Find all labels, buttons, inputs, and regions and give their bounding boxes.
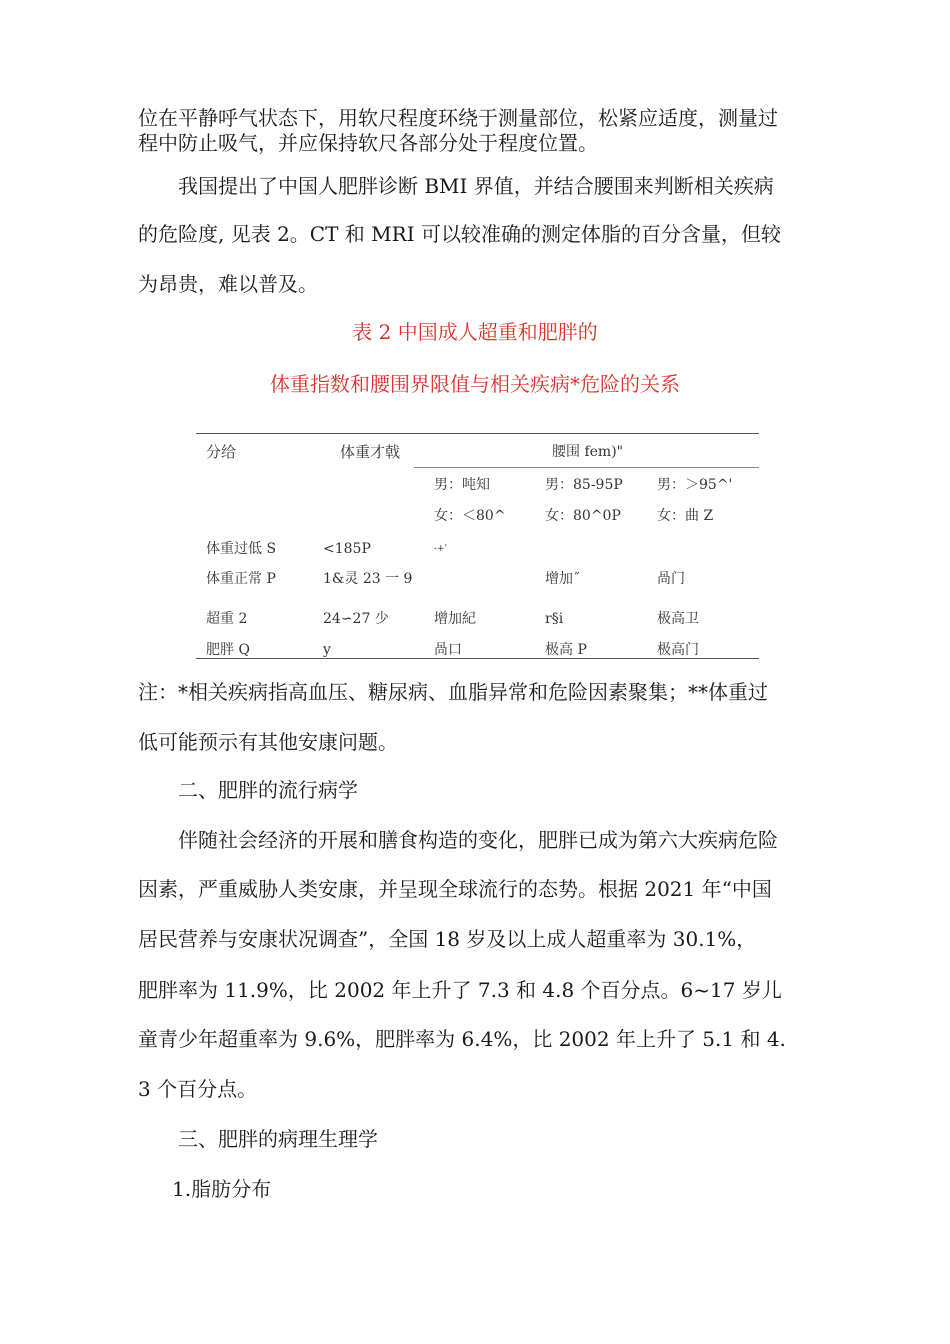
- paragraph-line: 程中防止吸气，并应保持软尺各部分处于程度位置。: [138, 131, 598, 155]
- header-bmi: 体重才戟: [340, 443, 401, 461]
- paragraph-line: 3 个百分点。: [138, 1077, 258, 1101]
- row-waist-high: 极高门: [657, 642, 699, 658]
- row-waist-mid: r§i: [545, 611, 564, 627]
- subheader-female-1: 女：＜80^: [434, 508, 506, 524]
- paragraph-line: 为昂贵，难以普及。: [138, 272, 318, 296]
- table-note-line: 低可能预示有其他安康问题。: [138, 730, 398, 754]
- row-bmi: 1&灵 23 一 9: [323, 571, 413, 587]
- row-waist-low: 咼口: [434, 642, 462, 658]
- row-waist-high: 咼门: [657, 571, 685, 587]
- paragraph-line: 位在平静呼气状态下，用软尺程度环绕于测量部位，松紧应适度，测量过: [138, 106, 778, 130]
- row-waist-low: 增加紀: [434, 611, 476, 627]
- section-heading: 三、肥胖的病理生理学: [178, 1127, 378, 1151]
- paragraph-line: 我国提出了中国人肥胖诊断 BMI 界值，并结合腰围来判断相关疾病: [178, 174, 774, 198]
- subheader-male-1: 男：吨知: [434, 477, 490, 493]
- subheader-male-3: 男：＞95^': [657, 477, 733, 493]
- subheader-female-2: 女：80^0P: [545, 508, 621, 524]
- paragraph-line: 因素，严重威胁人类安康，并呈现全球流行的态势。根据 2021 年“中国: [138, 877, 772, 901]
- row-bmi: y: [323, 642, 331, 658]
- table-sub-rule: [414, 467, 759, 468]
- paragraph-line: 居民营养与安康状况调查”，全国 18 岁及以上成人超重率为 30.1%，: [138, 927, 757, 951]
- paragraph-line: 的危险度, 见表 2。CT 和 MRI 可以较准确的测定体脂的百分含量，但较: [138, 222, 781, 246]
- table-title-line2: 体重指数和腰围界限值与相关疾病*危险的关系: [270, 372, 680, 396]
- section-heading: 二、肥胖的流行病学: [178, 778, 358, 802]
- subheader-male-2: 男：85-95P: [545, 477, 623, 493]
- subheader-female-3: 女：曲 Z: [657, 508, 714, 524]
- paragraph-line: 肥胖率为 11.9%，比 2002 年上升了 7.3 和 4.8 个百分点。6~17 岁儿: [138, 978, 782, 1002]
- header-waist: 腰围 fem)": [552, 444, 624, 460]
- header-category: 分给: [206, 443, 237, 461]
- table-title-line1: 表 2 中国成人超重和肥胖的: [352, 320, 598, 344]
- row-bmi: <185P: [323, 541, 371, 557]
- row-waist-mid: 极高 P: [545, 642, 587, 658]
- row-category: 体重过低 S: [206, 541, 277, 557]
- row-waist-mid: 增加˝: [545, 571, 580, 587]
- paragraph-line: 伴随社会经济的开展和膳食构造的变化，肥胖已成为第六大疾病危险: [178, 828, 778, 852]
- row-bmi: 24∽27 少: [323, 611, 389, 627]
- row-category: 超重 2: [206, 611, 248, 627]
- row-waist-high: 极高卫: [657, 611, 699, 627]
- subsection-heading: 1.脂肪分布: [172, 1177, 272, 1201]
- paragraph-line: 童青少年超重率为 9.6%，肥胖率为 6.4%，比 2002 年上升了 5.1 和 4.: [138, 1027, 786, 1051]
- table-note-line: 注：*相关疾病指高血压、糖尿病、血脂异常和危险因素聚集；**体重过: [138, 680, 768, 704]
- table-top-rule: [196, 433, 759, 434]
- row-category: 体重正常 P: [206, 571, 276, 587]
- row-category: 肥胖 Q: [206, 642, 250, 658]
- row-waist-low: -+': [434, 544, 448, 554]
